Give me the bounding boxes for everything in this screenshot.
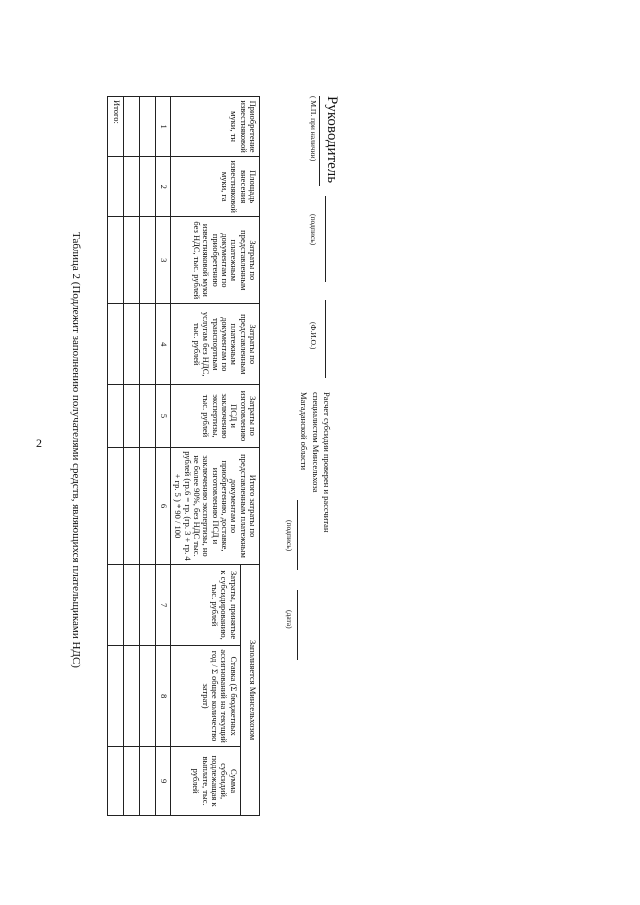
- col-number: 7: [155, 565, 170, 646]
- cell[interactable]: [139, 565, 155, 646]
- header-col-2: Площадь внесения известняковой муки, га: [170, 157, 259, 217]
- cell[interactable]: [123, 97, 139, 157]
- cell[interactable]: [123, 646, 139, 747]
- cell[interactable]: [107, 747, 123, 816]
- name-caption: (Ф.И.О.): [309, 322, 318, 350]
- cell[interactable]: [107, 304, 123, 385]
- manager-label: Руководитель: [324, 96, 340, 184]
- stamp-caption: ( М.П. при наличии): [309, 96, 318, 162]
- col-number: 2: [155, 157, 170, 217]
- check-text: [298, 392, 332, 533]
- cell[interactable]: [139, 646, 155, 747]
- cell[interactable]: [139, 747, 155, 816]
- cell[interactable]: [139, 447, 155, 564]
- check-line-2: специалистом Минсельхоза: [310, 392, 321, 493]
- cell[interactable]: [123, 447, 139, 564]
- header-col-4: Затраты по представленным платежным документам по транспортным услугам без НДС, тыс. рублей: [170, 304, 259, 385]
- col-number: 4: [155, 304, 170, 385]
- total-row: [107, 97, 123, 816]
- cell[interactable]: [107, 217, 123, 304]
- table-row: [139, 97, 155, 816]
- col-number: 3: [155, 217, 170, 304]
- check-line-3: Магаданской области: [299, 392, 310, 471]
- cell[interactable]: [107, 646, 123, 747]
- cell[interactable]: [139, 157, 155, 217]
- cell[interactable]: [139, 217, 155, 304]
- date-line[interactable]: [297, 590, 298, 660]
- header-group-minselhoz: Заполняется Минсельхозом: [240, 565, 259, 816]
- column-number-row: [155, 97, 170, 816]
- col-number: 6: [155, 447, 170, 564]
- col-number: 5: [155, 385, 170, 448]
- cell[interactable]: [123, 565, 139, 646]
- subsidy-table: [107, 96, 260, 816]
- cell[interactable]: [107, 157, 123, 217]
- cell[interactable]: [107, 385, 123, 448]
- col-number: 1: [155, 97, 170, 157]
- header-col-5: Затраты по изготовлению ПСД и заключению экспертизы, тыс. рублей: [170, 385, 259, 448]
- specialist-signature-line[interactable]: [297, 500, 298, 570]
- cell[interactable]: [139, 97, 155, 157]
- stamp-line: [319, 96, 320, 186]
- header-col-8: Ставка (Σ бюджетных ассигнований на текущий год / Σ общее количество затрат): [170, 646, 240, 747]
- col-number: 9: [155, 747, 170, 816]
- cell[interactable]: [139, 304, 155, 385]
- cell[interactable]: [123, 385, 139, 448]
- table-row: [123, 97, 139, 816]
- table-title: Таблица 2 (Подлежит заполнению получателями средств, являющихся плательщиками НДС): [70, 232, 82, 668]
- page-number: 2: [36, 436, 42, 450]
- header-col-7: Затраты, принятые к субсидированию, тыс. рублей: [170, 565, 240, 646]
- header-col-3: Затраты по представленным платежным документам по приобретению известняковой муки без НДС, тыс. рублей: [170, 217, 259, 304]
- total-label: Итого:: [107, 97, 123, 157]
- date-caption: (дата): [285, 610, 294, 629]
- col-number: 8: [155, 646, 170, 747]
- cell[interactable]: [123, 304, 139, 385]
- manager-name-line[interactable]: [325, 300, 326, 378]
- signature2-caption: (подпись): [285, 520, 294, 552]
- cell[interactable]: [107, 447, 123, 564]
- signature-caption: (подпись): [309, 214, 318, 246]
- cell[interactable]: [123, 217, 139, 304]
- header-col-1: Приобретение известняковой муки, тн: [170, 97, 259, 157]
- cell[interactable]: [123, 157, 139, 217]
- check-line-1: Расчет субсидии проверен и рассчитан: [322, 392, 332, 533]
- header-col-9: Сумма субсидий, подлежащая к выплате, тыс. рублей: [170, 747, 240, 816]
- cell[interactable]: [107, 565, 123, 646]
- cell[interactable]: [123, 747, 139, 816]
- manager-signature-line[interactable]: [325, 196, 326, 282]
- header-col-6: Итого затраты по представленным платежным документам по приобретению, доставке, изготовлению ПСД и заключению экспертизы, но не более 90%, без НДС тыс. рублей (гр.6 = гр. (гр. 3 + гр. 4 + гр. 5 ) * 90 / 100: [170, 447, 259, 564]
- cell[interactable]: [139, 385, 155, 448]
